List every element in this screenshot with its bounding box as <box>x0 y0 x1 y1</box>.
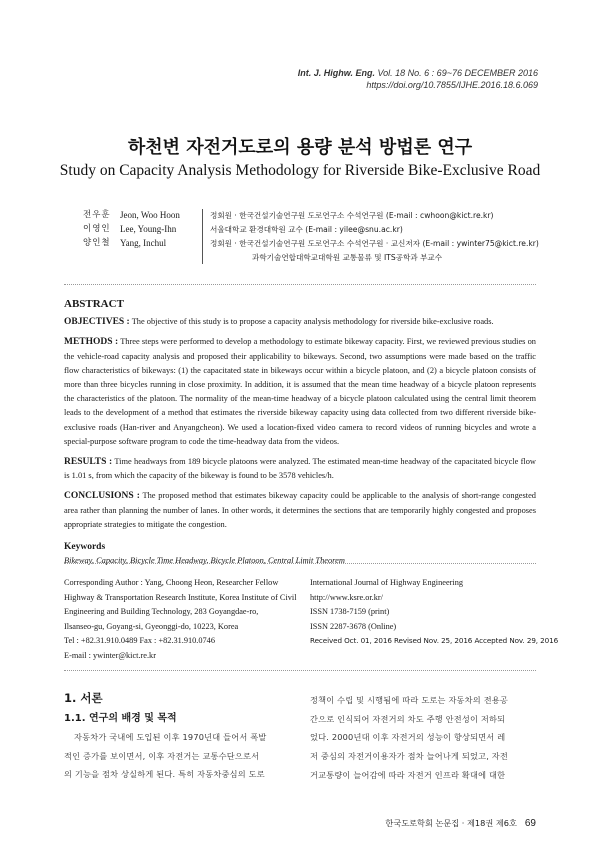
journal-name: International Journal of Highway Engineering <box>310 578 463 587</box>
author-affiliation: 서울대학교 환경대학원 교수 (E-mail : yilee@snu.ac.kr) <box>210 225 403 234</box>
page-footer <box>385 818 536 829</box>
abstract-results <box>64 455 536 483</box>
divider <box>64 563 536 564</box>
author-affiliation: 정회원 · 한국건설기술연구원 도로연구소 수석연구원 (E-mail : cwhoon@kict.re.kr) <box>210 211 494 220</box>
abstract-heading: ABSTRACT <box>64 298 124 310</box>
received-dates: Received Oct. 01, 2016 Revised Nov. 25, 2016 Accepted Nov. 29, 2016 <box>310 636 559 646</box>
keywords-heading: Keywords <box>64 542 106 553</box>
keywords-list: Bikeway, Capacity, Bicycle Time Headway, Bicycle Platoon, Central Limit Theorem <box>64 556 345 566</box>
abstract-block <box>64 297 536 568</box>
objectives-text: The objective of this study is to propose a capacity analysis methodology for riverside bike-exclusive roads. <box>131 317 494 327</box>
journal-abbrev: Int. J. Highw. Eng. <box>297 68 375 78</box>
footnote-line: Tel : +82.31.910.0489 Fax : +82.31.910.0746 <box>64 636 215 646</box>
author-name-en: Yang, Inchul <box>120 238 167 248</box>
results-text: Time headways from 189 bicycle platoons were analyzed. The estimated mean-time headway of the capacitated bicycle flow is 1.01 s, from which the capacity of the bikeway is found to be 3578 vehicles/h. <box>64 457 536 481</box>
abstract-objectives <box>64 315 536 329</box>
journal-volume: Vol. 18 No. 6 : 69~76 DECEMBER 2016 <box>377 68 538 78</box>
title-english: Study on Capacity Analysis Methodology for Riverside Bike-Exclusive Road <box>59 162 541 179</box>
body-line: 간으로 인식되어 자전거의 차도 주행 안전성이 저하되 <box>310 713 506 724</box>
issn-print: ISSN 1738-7159 (print) <box>310 607 390 617</box>
footnote-line: Highway & Transportation Research Institute, Korea Institute of Civil <box>64 592 297 602</box>
body-line: 었다. 2000년대 이후 자전거의 성능이 향상되면서 레 <box>310 732 506 743</box>
footnote-line: E-mail : ywinter@kict.re.kr <box>64 650 156 660</box>
objectives-label: OBJECTIVES : <box>64 317 130 328</box>
body-line: 적인 증가를 보이면서, 이후 자전거는 교통수단으로서 <box>64 750 260 761</box>
author-divider <box>202 209 203 264</box>
author-name-ko: 이영인 <box>83 224 111 234</box>
body-line: 자동차가 국내에 도입된 이후 1970년대 들어서 폭발 <box>74 732 267 742</box>
journal-header <box>298 67 538 91</box>
conclusions-text: The proposed method that estimates bikeway capacity could be applicable to the analysis of short-range congested area rather than planning the number of lanes. In other words, it determines the sections that are temporarily highly congested and proposes appropriate strategies to mitigate the congestion. <box>64 491 536 529</box>
conclusions-label: CONCLUSIONS : <box>64 491 140 502</box>
footnote-line: Engineering and Building Technology, 283 Goyangdae-ro, <box>64 607 259 617</box>
results-label: RESULTS : <box>64 457 113 468</box>
section-heading: 1. 서론 <box>64 691 103 705</box>
author-affiliation-secondary: 과학기술연합대학교대학원 교통물류 및 ITS공학과 부교수 <box>252 253 443 262</box>
journal-url[interactable]: http://www.ksre.or.kr/ <box>310 592 383 602</box>
divider <box>64 670 536 671</box>
body-line: 거교통량이 늘어감에 따라 자전거 인프라 확대에 대한 <box>310 769 506 780</box>
body-line: 저 중심의 자전거이용자가 점차 늘어나게 되었고, 자전 <box>310 751 509 762</box>
divider <box>64 284 536 285</box>
abstract-methods <box>64 335 536 449</box>
abstract-conclusions <box>64 489 536 532</box>
body-left-column <box>64 728 306 784</box>
author-name-ko: 전우훈 <box>83 210 111 220</box>
author-name-ko: 양인철 <box>83 238 111 248</box>
subsection-heading: 1.1. 연구의 배경 및 목적 <box>64 713 177 724</box>
body-line: 의 기능을 점차 상실하게 된다. 특히 자동차중심의 도로 <box>64 769 265 780</box>
methods-text: Three steps were performed to develop a methodology to estimate bikeway capacity. First, we reviewed previous studies on the vehicle-road capacity analysis and proposed their applicability to bikeways. Second, two assumptions were made based on the traffic flow characteristics of bikeways: (1) the capacitated state in bikeways occur within a bicycle platoon, and (2) a bicycle platoon consists of more than three bicycles running in close proximity. In addition, it is assumed that the mean time headway of a bicycle platoon represents the characteristics of the platoon. The normality of the mean-time headway of a bicycle platoon calculated using the central limit theorem leads to the development of a method that estimates the riverside bikeway capacity using data collected from two different riverside bike-exclusive roads (Han-river and Anyangcheon). We used a location-fixed video camera to record videos of running bicycles and wrote a special-purpose software program to code the time-headway data from the videos. <box>64 337 536 446</box>
doi-link[interactable]: https://doi.org/10.7855/IJHE.2016.18.6.069 <box>366 80 538 90</box>
author-affiliation: 정회원 · 한국건설기술연구원 도로연구소 수석연구원 · 교신저자 (E-mail : ywinter75@kict.re.kr) <box>210 239 539 248</box>
footnote-line: Ilsanseo-gu, Goyang-si, Gyeonggi-do, 10223, Korea <box>64 621 239 631</box>
journal-info-block <box>310 576 559 649</box>
title-korean: 하천변 자전거도로의 용량 분석 방법론 연구 <box>127 137 473 158</box>
methods-label: METHODS : <box>64 337 119 348</box>
body-line: 정책이 수립 및 시행됨에 따라 도로는 자동차의 전용공 <box>310 695 509 705</box>
footnote-line: Corresponding Author : Yang, Choong Heon, Researcher Fellow <box>64 578 279 587</box>
page-number: 69 <box>524 818 536 829</box>
author-name-en: Jeon, Woo Hoon <box>120 210 180 220</box>
author-name-en: Lee, Young-Ihn <box>120 224 177 234</box>
body-right-column <box>310 691 536 785</box>
footer-journal: 한국도로학회 논문집 · 제18권 제6호 <box>385 818 517 828</box>
corresponding-author-block <box>64 576 304 664</box>
issn-online: ISSN 2287-3678 (Online) <box>310 621 397 631</box>
